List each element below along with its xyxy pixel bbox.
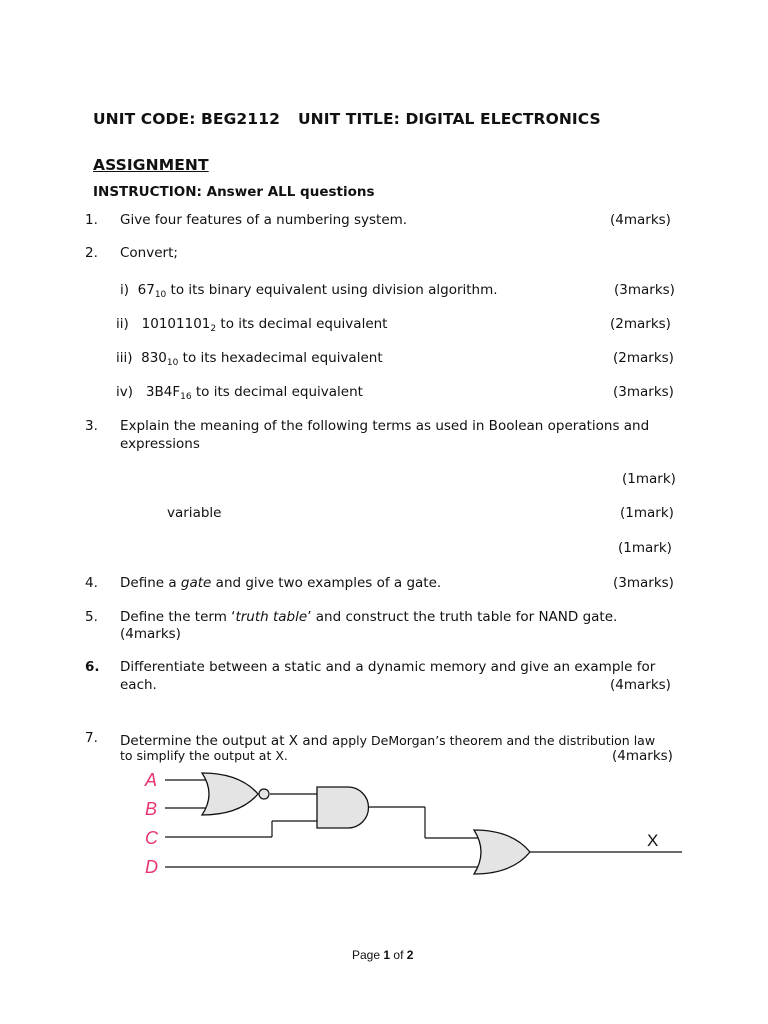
q2-number: 2. <box>85 245 98 261</box>
q1-number: 1. <box>85 212 98 228</box>
q2-part-label: iv) <box>116 384 134 400</box>
q4-text-em: gate <box>180 575 212 591</box>
q4-text-post: and give two examples of a gate. <box>211 575 442 591</box>
q7-line2: to simplify the output at X. <box>120 748 288 763</box>
instruction: INSTRUCTION: Answer ALL questions <box>93 184 375 200</box>
input-label-c: C <box>145 828 158 848</box>
q4-text-pre: Define a <box>120 575 181 591</box>
footer-total-pages: 2 <box>406 948 414 962</box>
and-gate <box>317 787 368 828</box>
q3-marks-2: (1mark) <box>620 505 674 521</box>
q2-part-base: 2 <box>210 324 217 334</box>
q2-part-label: iii) <box>116 350 133 366</box>
q5-text-em: truth table <box>235 609 308 625</box>
q5-number: 5. <box>85 609 98 625</box>
page-footer <box>352 948 413 962</box>
unit-code: UNIT CODE: BEG2112 <box>93 110 280 128</box>
q5-text-pre: Define the term ‘ <box>120 609 236 625</box>
footer-current-page: 1 <box>383 948 391 962</box>
q2-part-base: 16 <box>180 392 192 402</box>
q7-number: 7. <box>85 730 98 746</box>
assignment-title: ASSIGNMENT <box>93 156 209 174</box>
q7-marks: (4marks) <box>612 748 673 764</box>
q5-marks: (4marks) <box>120 626 181 642</box>
q3-line1: Explain the meaning of the following terms as used in Boolean operations and <box>120 418 650 434</box>
or-gate <box>474 830 530 874</box>
input-label-a: A <box>145 770 158 790</box>
q2-part-number: 830 <box>141 350 167 366</box>
q6-number: 6. <box>85 659 100 675</box>
q2-part-number: 67 <box>137 282 155 298</box>
q2-part-i-marks: (3marks) <box>614 282 675 298</box>
q5-text-post: ’ and construct the truth table for NAND gate. <box>307 609 618 625</box>
unit-title: UNIT TITLE: DIGITAL ELECTRONICS <box>298 110 601 128</box>
q3-number: 3. <box>85 418 98 434</box>
q2-part-ii-marks: (2marks) <box>610 316 671 332</box>
q7-line1-a: Determine the output at X and a <box>120 733 341 749</box>
output-label-x: X <box>647 831 659 850</box>
q6-line2: each. <box>120 677 157 693</box>
q2-part-base: 10 <box>154 290 167 300</box>
nor-bubble <box>259 789 269 799</box>
q3-term-variable: variable <box>167 505 222 521</box>
q2-part-text: to its hexadecimal equivalent <box>178 350 383 366</box>
footer-of-label: of <box>393 948 404 962</box>
q4-marks: (3marks) <box>613 575 674 591</box>
q7-line1-b: pply DeMorgan’s theorem and the distribution law <box>340 733 656 748</box>
nor-gate <box>202 773 258 815</box>
q1-text: Give four features of a numbering system. <box>120 212 408 228</box>
q6-line1: Differentiate between a static and a dynamic memory and give an example for <box>120 659 656 675</box>
q3-line2: expressions <box>120 436 200 452</box>
q2-part-text: to its binary equivalent using division algorithm. <box>166 282 498 298</box>
q3-marks-3: (1mark) <box>618 540 672 556</box>
q2-part-text: to its decimal equivalent <box>216 316 388 332</box>
q2-text: Convert; <box>120 245 178 261</box>
q2-part-number: 3B4F <box>145 384 181 400</box>
q2-part-text: to its decimal equivalent <box>191 384 363 400</box>
q1-marks: (4marks) <box>610 212 671 228</box>
q6-marks: (4marks) <box>610 677 671 693</box>
q2-part-label: ii) <box>116 316 129 332</box>
input-label-d: D <box>145 857 158 877</box>
q2-part-number: 10101101 <box>141 316 211 332</box>
input-label-b: B <box>145 799 158 819</box>
q2-part-label: i) <box>120 282 130 298</box>
q2-part-iii-marks: (2marks) <box>613 350 674 366</box>
q4-number: 4. <box>85 575 98 591</box>
q2-part-base: 10 <box>166 358 179 368</box>
q3-marks-1: (1mark) <box>622 471 676 487</box>
q2-part-iv-marks: (3marks) <box>613 384 674 400</box>
footer-page-label: Page <box>352 948 381 962</box>
